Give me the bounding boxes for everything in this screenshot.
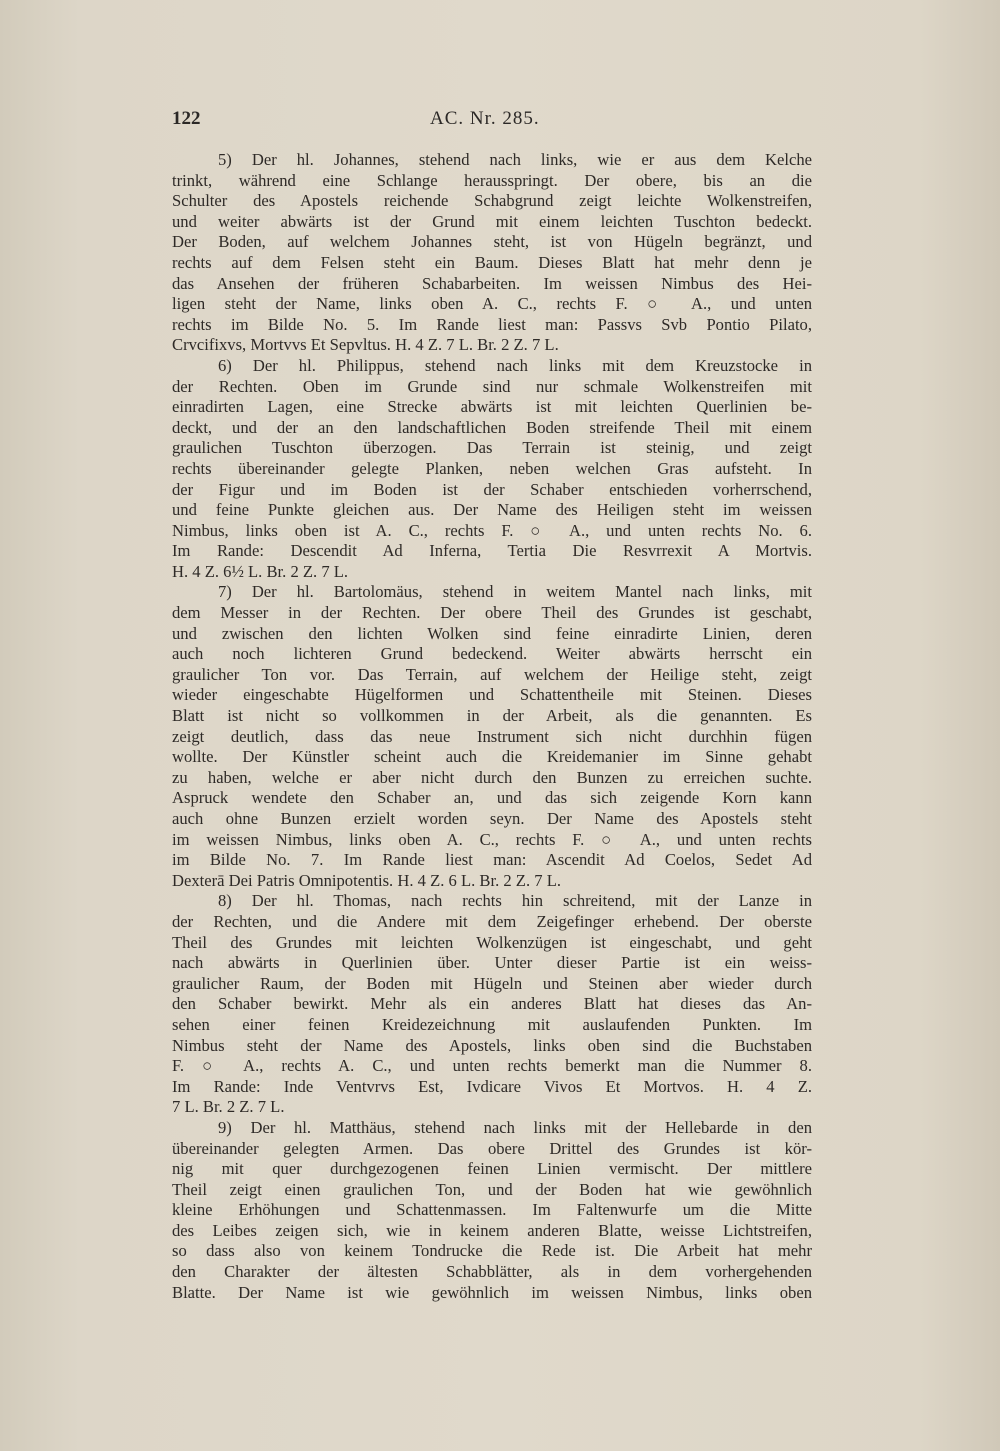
text-line: 6) Der hl. Philippus, stehend nach links mit dem Kreuzstocke in — [218, 355, 812, 375]
text-line: Schulter des Apostels reichende Schabgrund zeigt leichte Wolkenstreifen, — [172, 191, 812, 211]
text-line: deckt, und der an den landschaftlichen Boden streifende Theil mit einem — [172, 417, 812, 437]
text-line: Dexterā Dei Patris Omnipotentis. H. 4 Z. 6 L. Br. 2 Z. 7 L. — [172, 870, 561, 890]
text-line: den Charakter der ältesten Schabblätter, als in dem vorhergehenden — [172, 1262, 812, 1282]
text-line: rechts auf dem Felsen steht ein Baum. Dieses Blatt hat mehr denn je — [172, 252, 812, 272]
text-line: Blatte. Der Name ist wie gewöhnlich im weissen Nimbus, links oben — [172, 1282, 812, 1302]
text-line: nach abwärts in Querlinien über. Unter dieser Partie ist ein weiss- — [172, 953, 812, 973]
text-line: auch noch lichteren Grund bedeckend. Weiter abwärts herrscht ein — [172, 644, 812, 664]
text-line: zeigt deutlich, dass das neue Instrument sich nicht durchhin fügen — [172, 726, 812, 746]
text-line: zu haben, welche er aber nicht durch den Bunzen zu erreichen suchte. — [172, 767, 812, 787]
text-line: Blatt ist nicht so vollkommen in der Arbeit, als die genannten. Es — [172, 706, 812, 726]
text-line: sehen einer feinen Kreidezeichnung mit auslaufenden Punkten. Im — [172, 1014, 812, 1034]
text-line: dem Messer in der Rechten. Der obere Theil des Grundes ist geschabt, — [172, 603, 812, 623]
text-line: kleine Erhöhungen und Schattenmassen. Im Faltenwurfe um die Mitte — [172, 1200, 812, 1220]
text-line: 9) Der hl. Matthäus, stehend nach links mit der Hellebarde in den — [218, 1117, 812, 1137]
text-line: Nimbus, links oben ist A. C., rechts F. ○ A., und unten rechts No. 6. — [172, 520, 812, 540]
text-line: einradirten Lagen, eine Strecke abwärts ist mit leichten Querlinien be- — [172, 397, 812, 417]
text-line: Der Boden, auf welchem Johannes steht, ist von Hügeln begränzt, und — [172, 232, 812, 252]
text-line: H. 4 Z. 6½ L. Br. 2 Z. 7 L. — [172, 561, 349, 581]
text-line: Theil des Grundes mit leichten Wolkenzügen ist eingeschabt, und geht — [172, 932, 812, 952]
text-line: 8) Der hl. Thomas, nach rechts hin schreitend, mit der Lanze in — [218, 891, 812, 911]
body-text — [172, 150, 812, 1303]
text-line: des Leibes zeigen sich, wie in keinem anderen Blatte, weisse Lichtstreifen, — [172, 1220, 812, 1240]
text-line: der Rechten. Oben im Grunde sind nur schmale Wolkenstreifen mit — [172, 376, 812, 396]
text-line: übereinander gelegten Armen. Das obere Drittel des Grundes ist kör- — [172, 1138, 812, 1158]
text-line: 7 L. Br. 2 Z. 7 L. — [172, 1097, 285, 1117]
text-line: im Bilde No. 7. Im Rande liest man: Ascendit Ad Coelos, Sedet Ad — [172, 850, 812, 870]
text-line: nig mit quer durchgezogenen feinen Linien vermischt. Der mittlere — [172, 1159, 812, 1179]
text-line: graulicher Raum, der Boden mit Hügeln und Steinen aber wieder durch — [172, 973, 812, 993]
text-line: Crvcifixvs, Mortvvs Et Sepvltus. H. 4 Z. 7 L. Br. 2 Z. 7 L. — [172, 335, 559, 355]
text-line: so dass also von keinem Tondrucke die Rede ist. Die Arbeit hat mehr — [172, 1241, 812, 1261]
text-line: rechts übereinander gelegte Planken, neben welchen Gras aufsteht. In — [172, 458, 812, 478]
text-line: graulicher Ton vor. Das Terrain, auf welchem der Heilige steht, zeigt — [172, 664, 812, 684]
page-header — [172, 104, 812, 140]
text-line: und zwischen den lichten Wolken sind feine einradirte Linien, deren — [172, 623, 812, 643]
text-line: Theil zeigt einen graulichen Ton, und der Boden hat wie gewöhnlich — [172, 1179, 812, 1199]
text-line: wieder eingeschabte Hügelformen und Schattentheile mit Steinen. Dieses — [172, 685, 812, 705]
text-line: Im Rande: Descendit Ad Inferna, Tertia Die Resvrrexit A Mortvis. — [172, 541, 812, 561]
text-line: der Rechten, und die Andere mit dem Zeigefinger erhebend. Der oberste — [172, 911, 812, 931]
text-line: Aspruck wendete den Schaber an, und das sich zeigende Korn kann — [172, 788, 812, 808]
text-line: 7) Der hl. Bartolomäus, stehend in weitem Mantel nach links, mit — [218, 582, 812, 602]
text-line: im weissen Nimbus, links oben A. C., rechts F. ○ A., und unten rechts — [172, 829, 812, 849]
text-line: das Ansehen der früheren Schabarbeiten. Im weissen Nimbus des Hei- — [172, 273, 812, 293]
text-line: auch ohne Bunzen erzielt worden seyn. Der Name des Apostels steht — [172, 809, 812, 828]
text-line: Im Rande: Inde Ventvrvs Est, Ivdicare Vivos Et Mortvos. H. 4 Z. — [172, 1076, 812, 1096]
text-line: trinkt, während eine Schlange herausspringt. Der obere, bis an die — [172, 170, 812, 190]
text-line: und feine Punkte gleichen aus. Der Name des Heiligen steht im weissen — [172, 500, 812, 520]
text-line: F. ○ A., rechts A. C., und unten rechts bemerkt man die Nummer 8. — [172, 1056, 812, 1076]
text-line: 5) Der hl. Johannes, stehend nach links, wie er aus dem Kelche — [218, 150, 812, 169]
text-line: ligen steht der Name, links oben A. C., rechts F. ○ A., und unten — [172, 294, 812, 314]
running-head: AC. Nr. 285. — [430, 108, 540, 129]
text-line: Nimbus steht der Name des Apostels, links oben sind die Buchstaben — [172, 1035, 812, 1055]
text-line: rechts im Bilde No. 5. Im Rande liest man: Passvs Svb Pontio Pilato, — [172, 314, 812, 334]
page-number: 122 — [172, 108, 201, 129]
text-line: wollte. Der Künstler scheint auch die Kreidemanier im Sinne gehabt — [172, 747, 812, 767]
text-line: den Schaber bewirkt. Mehr als ein anderes Blatt hat dieses das An- — [172, 994, 812, 1014]
text-line: graulichen Tuschton überzogen. Das Terrain ist steinig, und zeigt — [172, 438, 812, 458]
text-line: und weiter abwärts ist der Grund mit einem leichten Tuschton bedeckt. — [172, 211, 812, 231]
text-line: der Figur und im Boden ist der Schaber entschieden vorherrschend, — [172, 479, 812, 499]
